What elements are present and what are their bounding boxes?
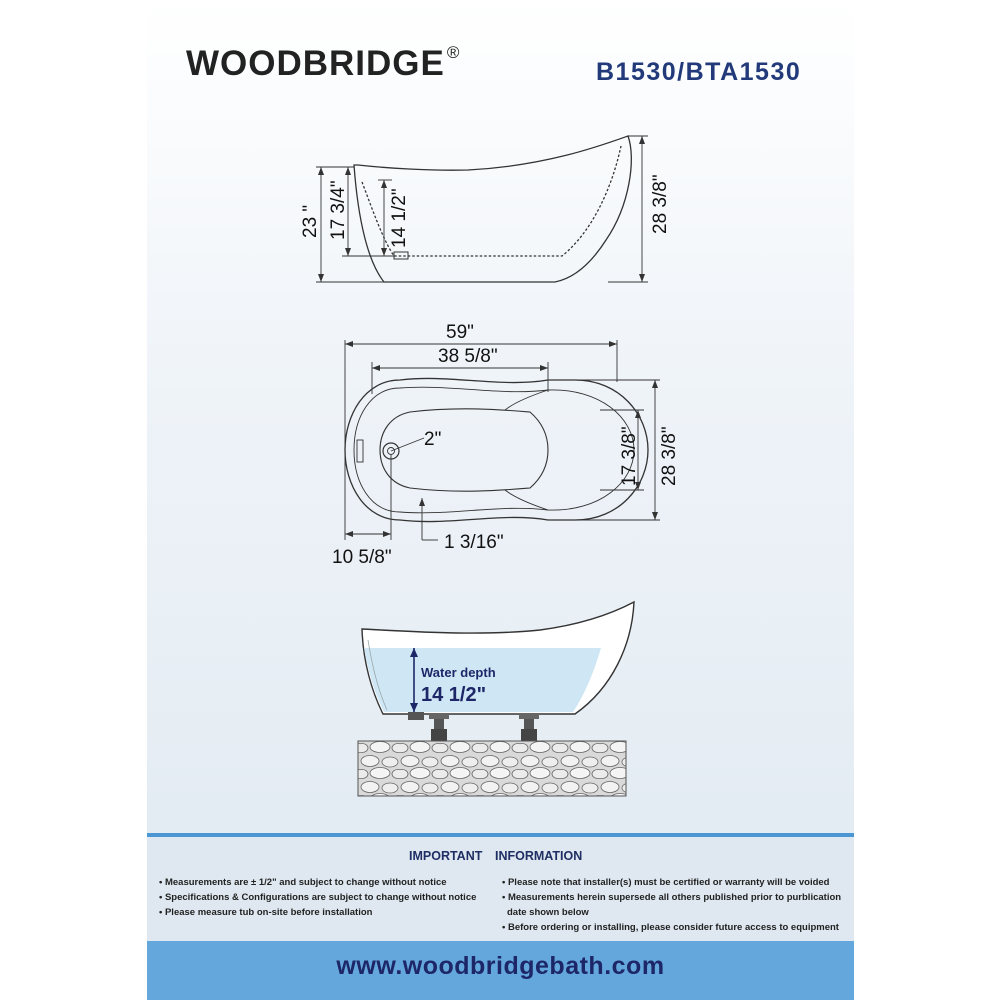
note-right: • Before ordering or installing, please consider future access to equipment	[502, 922, 839, 933]
note-left: • Measurements are ± 1/2" and subject to change without notice	[159, 877, 447, 888]
water-depth-label: Water depth	[421, 665, 496, 680]
tub-basin-outline	[380, 409, 548, 491]
note-left: • Specifications & Configurations are subject to change without notice	[159, 892, 477, 903]
dim-rim-height: 17 3/4"	[328, 180, 349, 240]
top-view	[345, 340, 660, 540]
water-depth-value: 14 1/2"	[421, 684, 487, 706]
info-title-information: INFORMATION	[495, 849, 583, 863]
info-title-important: IMPORTANT	[409, 849, 483, 863]
model-number: B1530/BTA1530	[596, 58, 802, 86]
dim-max-height: 28 3/8"	[650, 174, 671, 234]
tub-rim-line	[354, 387, 634, 513]
tub-foot	[519, 714, 539, 719]
overflow-slot	[357, 440, 363, 462]
dim-drain: 2"	[424, 429, 442, 450]
dim-drain-offset: 10 5/8"	[332, 547, 392, 568]
tub-top-outline	[345, 378, 648, 521]
stone-base	[358, 741, 626, 796]
dim-inner-depth: 14 1/2"	[389, 188, 410, 248]
tub-foot	[429, 714, 449, 719]
note-right: date shown below	[507, 907, 589, 918]
water-depth-view	[358, 602, 634, 796]
dim-inner-width: 17 3/8"	[619, 426, 640, 486]
drain-fitting	[408, 712, 424, 720]
note-right: • Measurements herein supersede all others published prior to purblication	[502, 892, 842, 903]
trademark-symbol: ®	[446, 43, 461, 63]
dim-inner-length: 38 5/8"	[438, 346, 498, 367]
website-link[interactable]: www.woodbridgebath.com	[336, 952, 665, 980]
backrest-contour	[505, 390, 548, 510]
note-left: • Please measure tub on-site before installation	[159, 907, 373, 918]
dim-length: 59"	[446, 322, 474, 343]
side-view	[316, 136, 648, 282]
dim-wall-thickness: 1 3/16"	[444, 532, 504, 553]
dim-outer-width: 28 3/8"	[659, 426, 680, 486]
dim-overall-height: 23 "	[300, 204, 321, 238]
note-right: • Please note that installer(s) must be certified or warranty will be voided	[502, 877, 830, 888]
brand-name: WOODBRIDGE	[186, 44, 445, 83]
